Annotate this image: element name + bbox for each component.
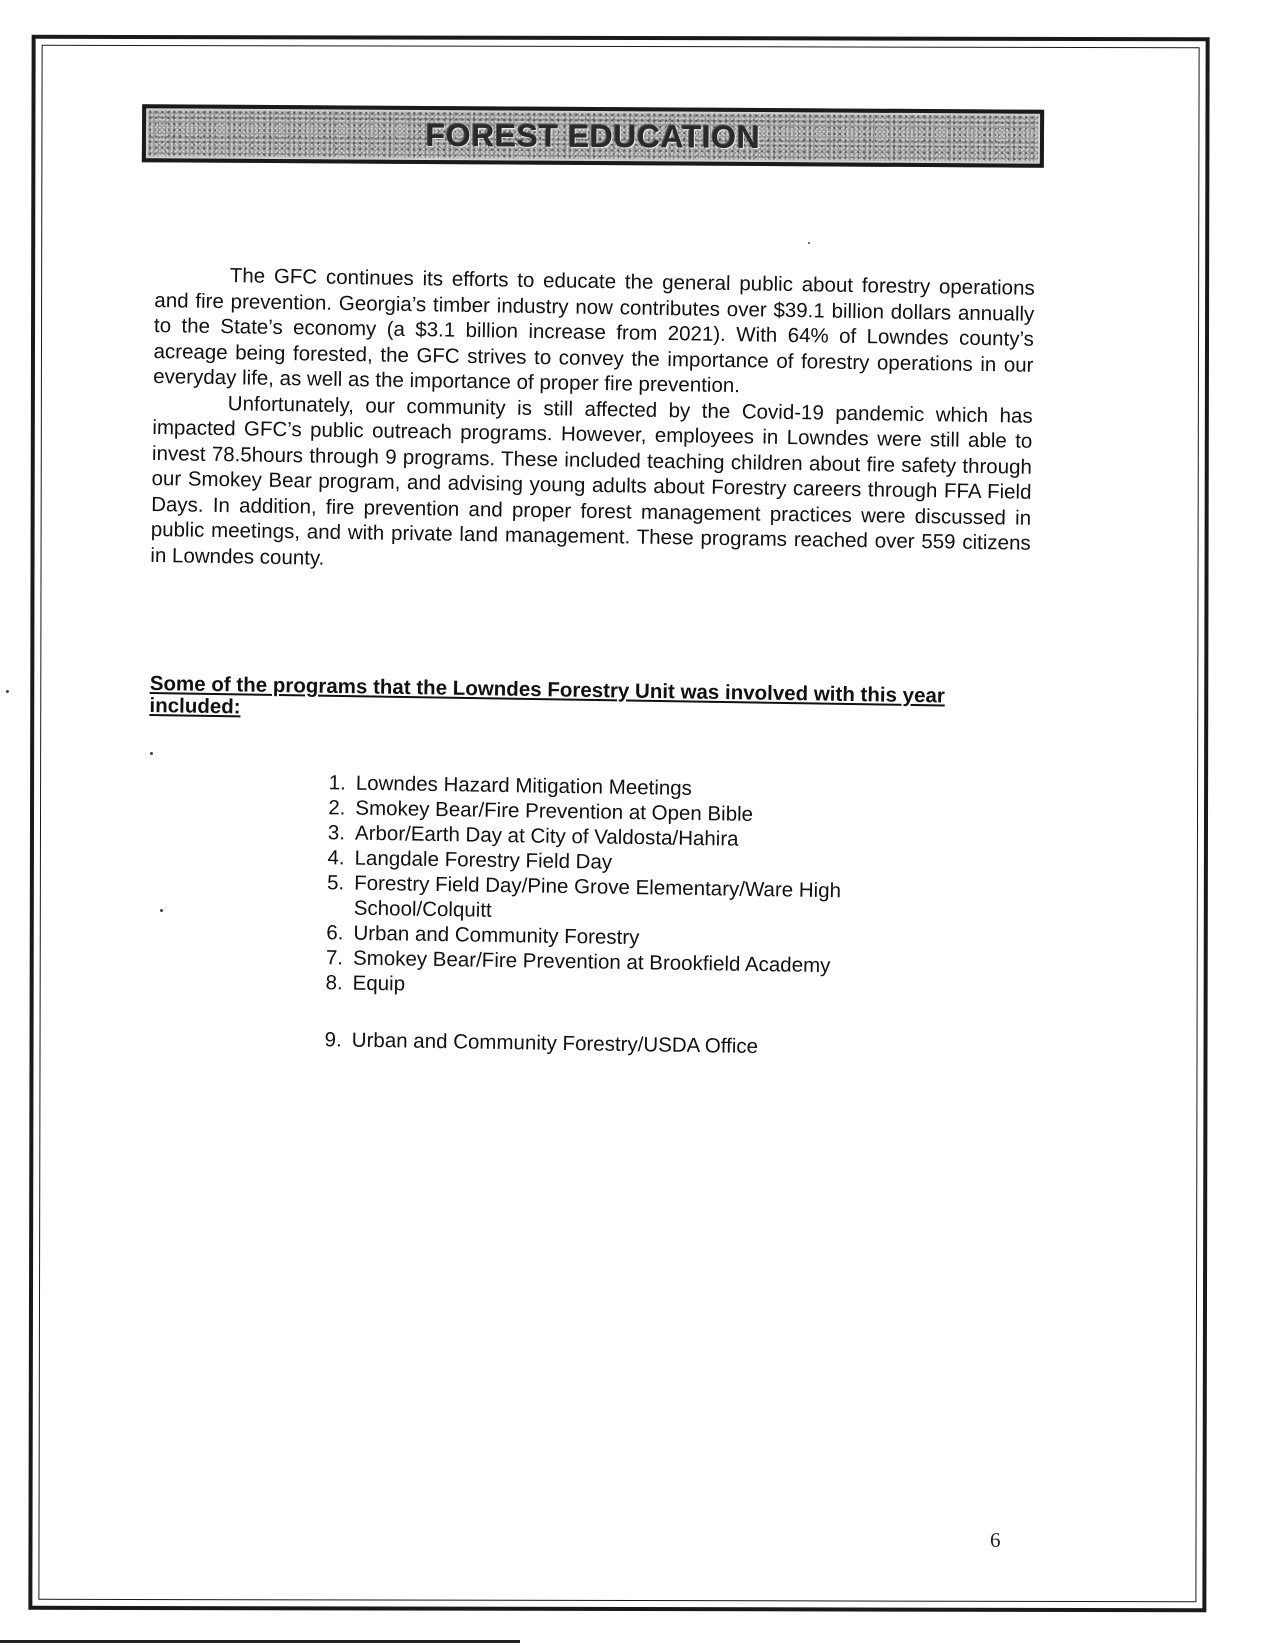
- list-item-number: 5.: [326, 871, 345, 895]
- list-item-label: Smokey Bear/Fire Prevention at Open Bible: [355, 796, 754, 826]
- paragraph-intro: The GFC continues its efforts to educate the general public about forestry operations and fire prevention. Georgia’s timber industry now contributes over $39.1 billion dollars annually to the State’s economy (a $3.1 billion increase from 2021). With 64% of Lowndes county’s acreage being forested, the GFC strives to convey the importance of forestry operations in our everyday life, as well as the importance of proper fire prevention.: [153, 264, 1035, 398]
- list-item-label: Lowndes Hazard Mitigation Meetings: [355, 771, 693, 800]
- list-item-number: 4.: [327, 846, 345, 870]
- list-item-label: Urban and Community Forestry/USDA Office: [351, 1028, 759, 1059]
- list-item-number: 3.: [327, 821, 346, 845]
- scan-artifact-dot: [150, 752, 153, 755]
- title-banner: [142, 104, 1044, 168]
- scan-artifact-line: [0, 1640, 520, 1643]
- list-item-label: Forestry Field Day/Pine Grove Elementary/Ware High School/Colquitt: [353, 871, 842, 922]
- list-item-number: 2.: [328, 796, 346, 820]
- paragraph-outreach: Unfortunately, our community is still affected by the Covid-19 pandemic which has impacted GFC’s public outreach programs. However, employees in Lowndes were still able to invest 78.5hours through 9 programs. These included teaching children about fire safety through our Smokey Bear program, and advising young adults about Forestry careers through FFA Field Days. In addition, fire prevention and proper forest management practices were discussed in public meetings, and with private land management. These programs reached over 559 citizens in Lowndes county.: [150, 391, 1033, 570]
- list-item-number: 7.: [325, 946, 344, 970]
- body-text: [150, 262, 1035, 582]
- list-item-label: Arbor/Earth Day at City of Valdosta/Hahira: [354, 821, 739, 851]
- list-item-number: 9.: [324, 1028, 342, 1052]
- list-item-number: 8.: [325, 971, 343, 995]
- list-item-label: Urban and Community Forestry: [353, 921, 640, 950]
- scan-artifact-dot: [6, 690, 9, 693]
- list-item-number: 1.: [328, 771, 346, 795]
- list-item-label: Equip: [352, 971, 406, 996]
- page-number: 6: [990, 1528, 1001, 1552]
- list-item-number: 6.: [326, 921, 344, 945]
- page-title: FOREST EDUCATION: [425, 116, 761, 155]
- list-item-label: Langdale Forestry Field Day: [354, 846, 613, 874]
- list-item-label: Smokey Bear/Fire Prevention at Brookfield Academy: [352, 946, 831, 978]
- scan-artifact-dot: [160, 909, 163, 912]
- scan-artifact-dot: [808, 242, 810, 244]
- programs-heading: Some of the programs that the Lowndes Forestry Unit was involved with this year included:: [149, 672, 946, 719]
- programs-list: [308, 770, 952, 1062]
